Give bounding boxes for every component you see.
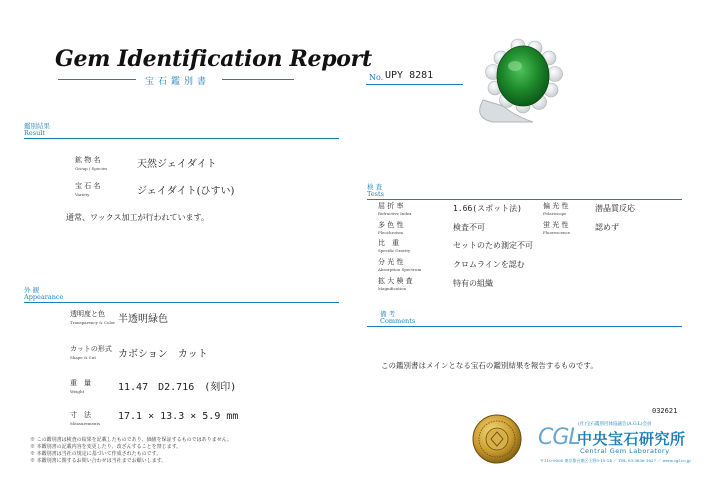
tests-label: 分 光 性 — [378, 258, 404, 266]
variety-label-en: Variety — [75, 192, 90, 197]
report-title: Gem Identification Report — [55, 46, 372, 72]
tests-value: 1.66(スポット法) — [453, 204, 522, 213]
lab-address: 〒110-0005 東京都台東区上野5-15-14 ／ TEL 03-3836-1627 ／ www.cgl.co.jp — [540, 458, 691, 463]
appearance-label: 寸 法 — [70, 411, 91, 419]
result-section-jp: 鑑別結果 — [24, 122, 50, 130]
comments-section-en: Comments — [380, 317, 416, 325]
tests-right-label-en: Fluorescence — [543, 230, 571, 235]
footer-note: ※ 本鑑別書は当社の規定に基づいて作成されたものです。 — [30, 451, 162, 457]
appearance-label-en: Transparency & Color — [70, 320, 116, 325]
report-number-label: No. — [369, 73, 384, 82]
tests-label-en: Refractive Index — [378, 211, 412, 216]
cgl-logo: CGL — [538, 425, 580, 450]
appearance-section-en: Appearance — [24, 293, 64, 301]
gold-seal-icon — [472, 414, 522, 464]
result-section-en: Result — [24, 129, 45, 137]
subtitle-rule-right — [222, 79, 294, 80]
appearance-value: カボション カット — [118, 349, 208, 360]
lab-name: 中央宝石研究所 — [577, 430, 686, 448]
appearance-value: 11.47 D2.716 (刻印) — [118, 382, 237, 393]
lab-name-en: Central Gem Laboratory — [580, 447, 670, 455]
tests-label: 屈 折 率 — [378, 202, 404, 210]
tests-label-en: Absorption Spectrum — [378, 267, 422, 272]
tests-right-label: 偏 光 性 — [543, 202, 569, 210]
variety-value: ジェイダイト(ひすい) — [137, 186, 235, 197]
appearance-label: カットの形式 — [70, 345, 112, 353]
tests-label: 拡 大 検 査 — [378, 277, 413, 285]
tests-value: セットのため測定不可 — [453, 241, 533, 250]
variety-label: 宝 石 名 — [75, 182, 101, 190]
tests-right-label: 蛍 光 性 — [543, 221, 569, 229]
species-label: 鉱 物 名 — [75, 156, 101, 164]
appearance-value: 17.1 × 13.3 × 5.9 mm — [118, 411, 239, 422]
treatment-note: 通常、ワックス加工が行われています。 — [66, 213, 209, 222]
comments-rule — [367, 326, 682, 327]
appearance-label: 透明度と色 — [70, 310, 105, 318]
lab-affiliation: (社)宝石鑑別団体協議会(A.G.L)会員 — [578, 422, 652, 427]
appearance-label-en: Weight — [70, 389, 85, 394]
species-value: 天然ジェイダイト — [137, 159, 217, 170]
species-label-en: Group / Species — [75, 166, 108, 171]
footer-note: ※ この鑑別書は検査の結果を記載したものであり、価値を保証するものではありません。 — [30, 437, 232, 443]
result-rule — [24, 138, 339, 139]
comments-text: この鑑別書はメインとなる宝石の鑑別結果を報告するものです。 — [381, 361, 598, 370]
appearance-rule — [24, 302, 339, 303]
jade-ring-photo-icon — [463, 30, 583, 128]
tests-section-en: Tests — [367, 190, 384, 198]
tests-right-label-en: Polariscope — [543, 211, 567, 216]
appearance-label-en: Shape & Cut — [70, 355, 96, 360]
footer-note: ※ 本鑑別書に関するお問い合わせは当社までお願いします。 — [30, 458, 167, 464]
tests-value: 特有の組織 — [453, 279, 493, 288]
tests-label: 比 重 — [378, 239, 399, 247]
comments-section-jp: 備 考 — [380, 310, 396, 318]
footer-notes — [30, 437, 232, 465]
tests-label-en: Pleochroism — [378, 230, 404, 235]
tests-right-value: 認めず — [595, 223, 619, 232]
appearance-value: 半透明緑色 — [118, 314, 168, 325]
serial-number: 032621 — [652, 407, 678, 415]
report-number: UPY 8281 — [385, 70, 434, 81]
tests-value: クロムラインを認む — [453, 260, 525, 269]
tests-right-value: 潜晶質反応 — [595, 204, 635, 213]
tests-value: 検査不可 — [453, 223, 485, 232]
appearance-section-jp: 外 観 — [24, 286, 40, 294]
tests-label-en: Magnification — [378, 286, 407, 291]
tests-section-jp: 検 査 — [367, 183, 383, 191]
appearance-label: 重 量 — [70, 379, 91, 387]
tests-rule — [367, 199, 682, 200]
report-subtitle: 宝石鑑別書 — [144, 77, 210, 87]
footer-note: ※ 本鑑別書の記載内容を変更したり、改ざんすることを禁じます。 — [30, 444, 182, 450]
tests-label-en: Specific Gravity — [378, 248, 411, 253]
tests-label: 多 色 性 — [378, 221, 404, 229]
appearance-label-en: Measurements — [70, 421, 101, 426]
